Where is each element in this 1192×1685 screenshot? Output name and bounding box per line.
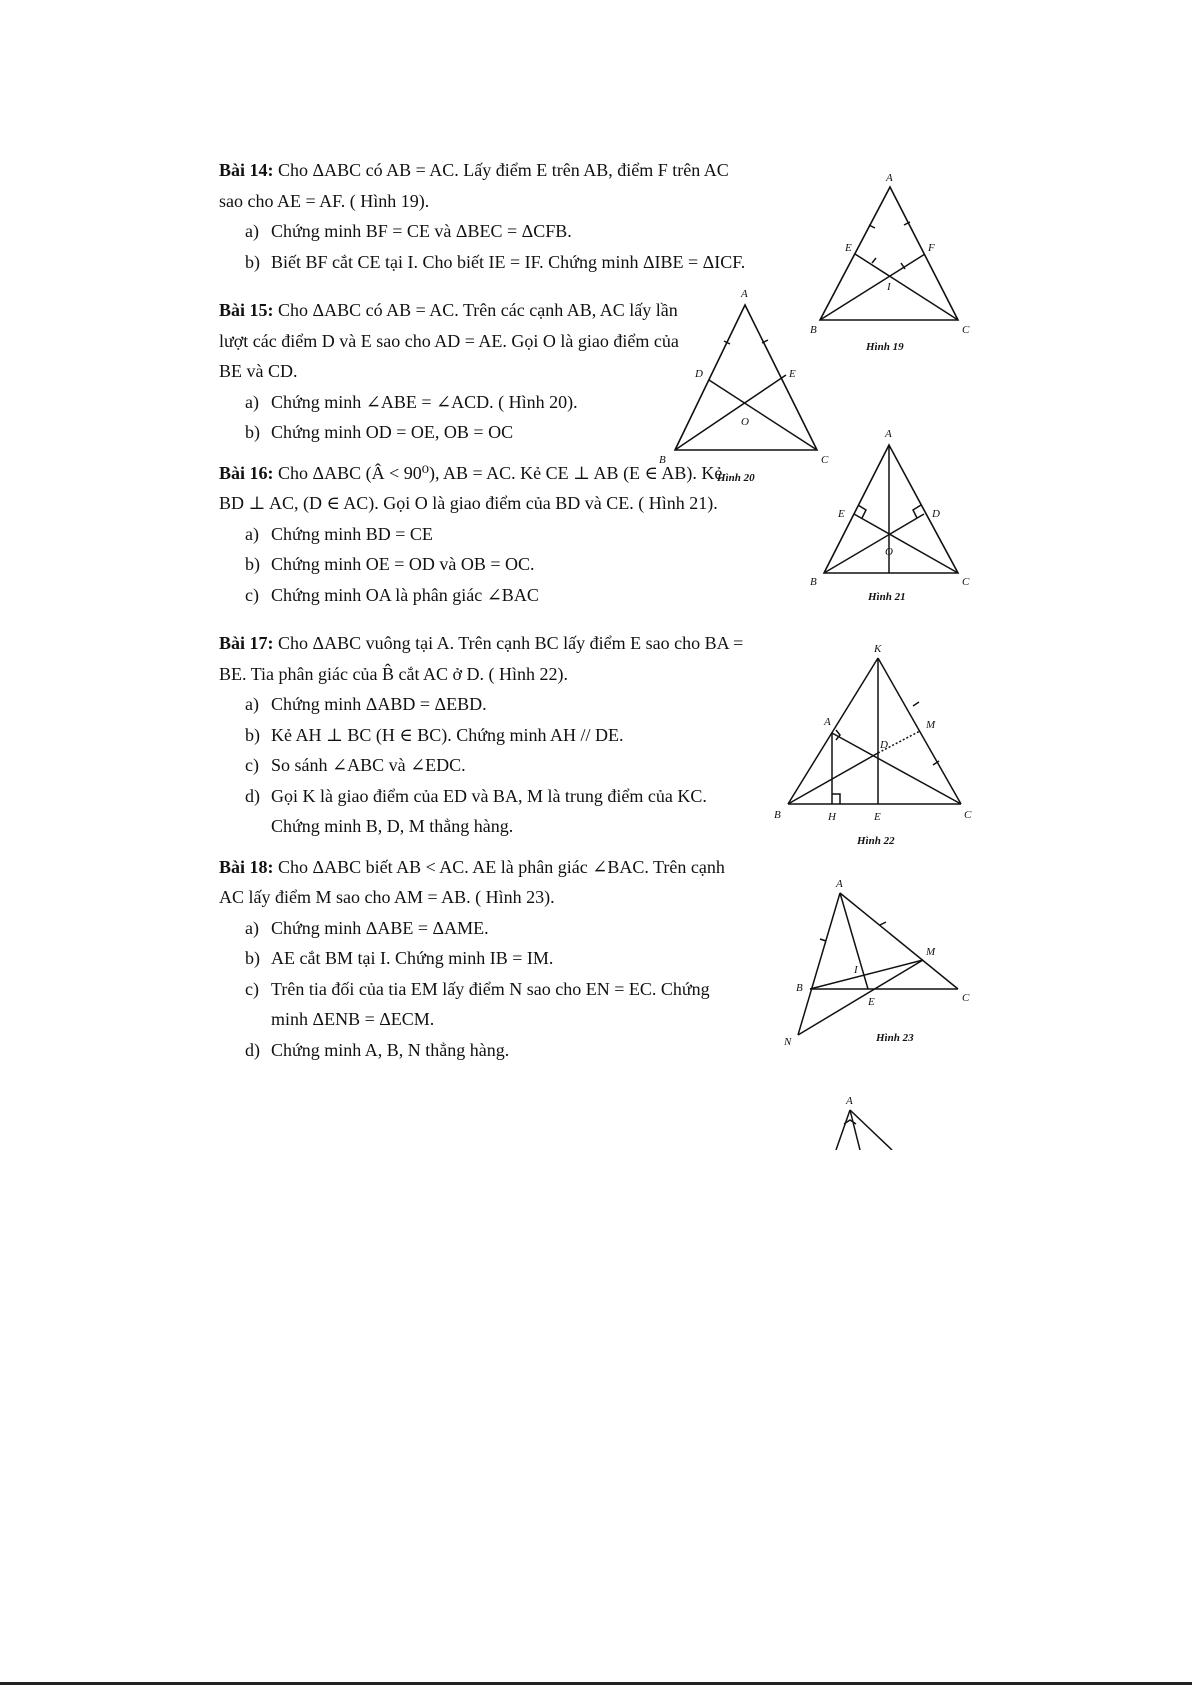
sub-question: b) Biết BF cắt CE tại I. Cho biết IE = IF. Chứng minh ΔIBE = ΔICF. [245, 251, 746, 272]
problem-18 [219, 852, 749, 1066]
problem-14 [219, 155, 749, 277]
sub-question: a) Chứng minh ΔABE = ΔAME. [245, 917, 489, 938]
point-label: M [926, 719, 936, 731]
point-label: A [885, 428, 892, 440]
point-label: O [885, 546, 893, 558]
figure-caption: Hình 19 [866, 341, 904, 353]
point-label: E [838, 508, 845, 520]
point-label: C [962, 324, 970, 336]
problem-title: Bài 17: [219, 633, 274, 653]
point-label: H [828, 811, 836, 823]
sub-question: b) AE cắt BM tại I. Chứng minh IB = IM. [245, 948, 554, 968]
problem-intro: Cho ΔABC có AB = AC. Lấy điểm E trên AB, điểm F trên AC sao cho AE = AF. ( Hình 19). [219, 160, 729, 211]
segment-ce [855, 254, 958, 320]
point-label: E [874, 811, 881, 823]
problem-title: Bài 14: [219, 160, 274, 180]
point-label: B [659, 454, 666, 466]
point-label: C [821, 454, 829, 466]
point-label: B [774, 809, 781, 821]
point-label: C [962, 576, 970, 588]
sub-question: a) Chứng minh ΔABD = ΔEBD. [245, 694, 487, 714]
point-label: E [845, 242, 852, 254]
point-label: C [964, 809, 972, 821]
figure-caption: Hình 22 [857, 835, 895, 847]
segment-kb [788, 658, 878, 804]
figure-23 [780, 875, 980, 1050]
problem-intro: Cho ΔABC có AB = AC. Trên các cạnh AB, AC lấy lần lượt các điểm D và E sao cho AD = AE. Gọi O là giao điểm của BE và CD. [219, 300, 679, 381]
problem-intro: Cho ΔABC (Â < 90⁰), AB = AC. Kẻ CE ⊥ AB (E ∈ AB). Kẻ BD ⊥ AC, (D ∈ AC). Gọi O là giao điểm của BD và CE. ( Hình 21). [219, 462, 723, 513]
segment-be [675, 375, 786, 450]
figure-caption: Hình 20 [717, 472, 755, 484]
sub-question: d) Chứng minh A, B, N thẳng hàng. [245, 1039, 510, 1060]
segment-bd [788, 753, 878, 804]
point-label: D [695, 368, 703, 380]
point-label: E [789, 368, 796, 380]
sub-question: c) So sánh ∠ABC và ∠EDC. [245, 755, 466, 775]
point-label: I [887, 281, 891, 293]
point-label: A [886, 172, 893, 184]
point-label: B [810, 576, 817, 588]
figure-caption: Hình 21 [868, 591, 906, 603]
problem-17 [219, 628, 749, 842]
sub-question: b) Chứng minh OD = OE, OB = OC [245, 422, 514, 442]
point-label: A [846, 1095, 853, 1107]
figure-22 [770, 640, 980, 855]
point-label: F [928, 242, 935, 254]
point-label: O [741, 416, 749, 428]
point-label: K [874, 643, 882, 655]
figure-24-partial [820, 1090, 920, 1150]
point-label: E [868, 996, 875, 1008]
point-label: C [962, 992, 970, 1004]
point-label: B [810, 324, 817, 336]
sub-question: a) Chứng minh ∠ABE = ∠ACD. ( Hình 20). [245, 391, 578, 412]
problem-title: Bài 15: [219, 300, 274, 320]
right-angle-mark [858, 505, 866, 518]
sub-question: b) Chứng minh OE = OD và OB = OC. [245, 554, 535, 574]
point-label: D [880, 739, 888, 751]
point-label: A [741, 288, 748, 300]
right-angle-mark [832, 794, 840, 804]
problem-title: Bài 18: [219, 856, 274, 877]
sub-question: a) Chứng minh BF = CE và ΔBEC = ΔCFB. [245, 221, 572, 241]
problem-intro: Cho ΔABC biết AB < AC. AE là phân giác ∠BAC. Trên cạnh AC lấy điểm M sao cho AM = AB. ( Hình 23). [219, 856, 725, 907]
point-label: I [854, 964, 858, 976]
point-label: D [932, 508, 940, 520]
sub-question: d) Gọi K là giao điểm của ED và BA, M là trung điểm của KC. Chứng minh B, D, M thẳng hàng. [245, 785, 707, 836]
sub-question: a) Chứng minh BD = CE [245, 523, 433, 544]
triangle-abc [820, 187, 958, 320]
segment-kc [878, 658, 961, 804]
sub-question: c) Trên tia đối của tia EM lấy điểm N sao cho EN = EC. Chứng minh ΔENB = ΔECM. [245, 978, 710, 1029]
problem-title: Bài 16: [219, 462, 274, 483]
problem-intro: Cho ΔABC vuông tại A. Trên cạnh BC lấy điểm E sao cho BA = BE. Tia phân giác của B̂ cắt AC ở D. ( Hình 22). [219, 633, 744, 684]
point-label: N [784, 1036, 792, 1048]
sub-question: c) Chứng minh OA là phân giác ∠BAC [245, 584, 539, 605]
figure-caption: Hình 23 [876, 1032, 914, 1044]
point-label: A [836, 878, 843, 890]
sub-question: b) Kẻ AH ⊥ BC (H ∈ BC). Chứng minh AH // DE. [245, 724, 624, 745]
point-label: A [824, 716, 831, 728]
point-label: B [796, 982, 803, 994]
point-label: M [926, 946, 936, 958]
figure-21 [800, 425, 980, 610]
